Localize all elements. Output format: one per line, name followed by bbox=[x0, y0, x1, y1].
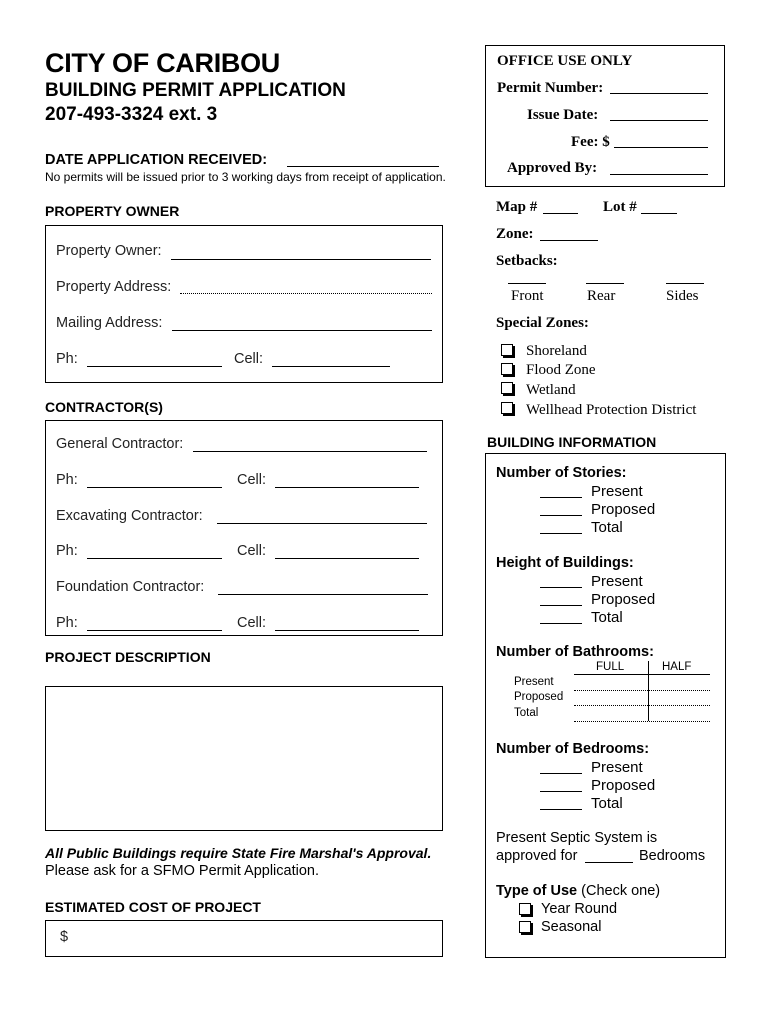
foundation-phone-label: Ph: bbox=[56, 615, 78, 631]
stories-total-label: Total bbox=[591, 519, 623, 536]
office-use-title: OFFICE USE ONLY bbox=[497, 53, 633, 69]
special-zones-label: Special Zones: bbox=[496, 315, 589, 331]
bedrooms-proposed-field[interactable] bbox=[540, 791, 582, 792]
owner-cell-label: Cell: bbox=[234, 351, 264, 367]
bedrooms-heading: Number of Bedrooms: bbox=[496, 741, 650, 757]
foundation-cell-field[interactable] bbox=[275, 630, 419, 631]
property-address-field[interactable] bbox=[180, 293, 432, 294]
shoreland-checkbox[interactable] bbox=[501, 344, 513, 356]
zone-label: Zone: bbox=[496, 226, 534, 242]
bathrooms-half-header: HALF bbox=[662, 661, 692, 673]
dollar-sign: $ bbox=[60, 929, 69, 945]
heights-present-label: Present bbox=[591, 573, 643, 590]
bathrooms-proposed-field[interactable] bbox=[574, 705, 710, 706]
contractors-box bbox=[45, 420, 443, 636]
lot-label: Lot # bbox=[603, 199, 637, 215]
type-of-use-label: Type of Use bbox=[496, 883, 578, 899]
septic-bedrooms-field[interactable] bbox=[585, 862, 633, 863]
seasonal-label: Seasonal bbox=[541, 919, 602, 935]
project-description-heading: PROJECT DESCRIPTION bbox=[45, 649, 211, 665]
wellhead-label: Wellhead Protection District bbox=[526, 402, 697, 418]
bathrooms-full-header: FULL bbox=[596, 661, 625, 673]
permit-number-field[interactable] bbox=[610, 93, 708, 94]
city-title: CITY OF CARIBOU bbox=[45, 48, 281, 78]
heights-total-label: Total bbox=[591, 609, 623, 626]
check-one-label: (Check one) bbox=[581, 883, 661, 899]
foundation-phone-field[interactable] bbox=[87, 630, 222, 631]
sfmo-notice: Please ask for a SFMO Permit Application. bbox=[45, 863, 319, 879]
setback-sides-label: Sides bbox=[666, 288, 699, 304]
bathrooms-present-field[interactable] bbox=[574, 690, 710, 691]
bedrooms-total-label: Total bbox=[591, 795, 623, 812]
septic-bedrooms-label: Bedrooms bbox=[639, 848, 706, 864]
foundation-contractor-label: Foundation Contractor: bbox=[56, 579, 205, 595]
contractors-heading: CONTRACTOR(S) bbox=[45, 399, 163, 415]
bathrooms-present-label: Present bbox=[514, 676, 554, 688]
year-round-label: Year Round bbox=[541, 901, 618, 917]
bathrooms-proposed-label: Proposed bbox=[514, 691, 564, 703]
excavating-contractor-label: Excavating Contractor: bbox=[56, 508, 203, 524]
fee-field[interactable] bbox=[614, 147, 708, 148]
notice-text: No permits will be issued prior to 3 working days from receipt of application. bbox=[45, 170, 446, 184]
mailing-address-field[interactable] bbox=[172, 330, 432, 331]
estimated-cost-field[interactable] bbox=[45, 920, 443, 957]
general-phone-label: Ph: bbox=[56, 472, 78, 488]
bathrooms-header-rule bbox=[574, 674, 710, 675]
type-of-use-heading bbox=[496, 883, 660, 899]
setbacks-label: Setbacks: bbox=[496, 253, 558, 269]
seasonal-checkbox[interactable] bbox=[519, 921, 531, 933]
setback-sides-field[interactable] bbox=[666, 283, 704, 284]
property-owner-label: Property Owner: bbox=[56, 243, 162, 259]
mailing-address-label: Mailing Address: bbox=[56, 315, 163, 331]
property-address-label: Property Address: bbox=[56, 279, 172, 295]
phone-number: 207-493-3324 ext. 3 bbox=[45, 104, 218, 125]
wetland-label: Wetland bbox=[526, 382, 576, 398]
general-cell-field[interactable] bbox=[275, 487, 419, 488]
flood-zone-label: Flood Zone bbox=[526, 362, 596, 378]
map-label: Map # bbox=[496, 199, 538, 215]
flood-zone-checkbox[interactable] bbox=[501, 363, 513, 375]
shoreland-label: Shoreland bbox=[526, 343, 587, 359]
approved-by-field[interactable] bbox=[610, 174, 708, 175]
heights-proposed-label: Proposed bbox=[591, 591, 656, 608]
general-contractor-field[interactable] bbox=[193, 451, 427, 452]
form-title: BUILDING PERMIT APPLICATION bbox=[45, 80, 346, 101]
approved-by-label: Approved By: bbox=[507, 160, 598, 176]
stories-total-field[interactable] bbox=[540, 533, 582, 534]
setback-front-label: Front bbox=[511, 288, 544, 304]
map-field[interactable] bbox=[543, 213, 578, 214]
owner-phone-label: Ph: bbox=[56, 351, 78, 367]
bathrooms-heading: Number of Bathrooms: bbox=[496, 644, 654, 660]
wetland-checkbox[interactable] bbox=[501, 382, 513, 394]
excavating-phone-field[interactable] bbox=[87, 558, 222, 559]
issue-date-field[interactable] bbox=[610, 120, 708, 121]
excavating-phone-label: Ph: bbox=[56, 543, 78, 559]
septic-line-1: Present Septic System is bbox=[496, 830, 658, 846]
excavating-cell-field[interactable] bbox=[275, 558, 419, 559]
heights-total-field[interactable] bbox=[540, 623, 582, 624]
stories-proposed-label: Proposed bbox=[591, 501, 656, 518]
building-info-heading: BUILDING INFORMATION bbox=[487, 434, 657, 450]
excavating-cell-label: Cell: bbox=[237, 543, 267, 559]
bedrooms-total-field[interactable] bbox=[540, 809, 582, 810]
issue-date-label: Issue Date: bbox=[527, 107, 599, 123]
heights-present-field[interactable] bbox=[540, 587, 582, 588]
bedrooms-present-field[interactable] bbox=[540, 773, 582, 774]
septic-approved-label: approved for bbox=[496, 848, 578, 864]
bathrooms-divider bbox=[648, 661, 649, 721]
foundation-contractor-field[interactable] bbox=[218, 594, 428, 595]
setback-rear-field[interactable] bbox=[586, 283, 624, 284]
permit-number-label: Permit Number: bbox=[497, 80, 604, 96]
setback-rear-label: Rear bbox=[587, 288, 616, 304]
project-description-field[interactable] bbox=[45, 686, 443, 831]
stories-present-field[interactable] bbox=[540, 497, 582, 498]
date-received-field[interactable] bbox=[287, 166, 439, 167]
bathrooms-total-label: Total bbox=[514, 707, 539, 719]
date-received-label: DATE APPLICATION RECEIVED: bbox=[45, 152, 268, 168]
general-phone-field[interactable] bbox=[87, 487, 222, 488]
bathrooms-total-field[interactable] bbox=[574, 721, 710, 722]
excavating-contractor-field[interactable] bbox=[217, 523, 427, 524]
estimated-cost-heading: ESTIMATED COST OF PROJECT bbox=[45, 899, 261, 915]
foundation-cell-label: Cell: bbox=[237, 615, 267, 631]
stories-proposed-field[interactable] bbox=[540, 515, 582, 516]
year-round-checkbox[interactable] bbox=[519, 903, 531, 915]
stories-heading: Number of Stories: bbox=[496, 465, 627, 481]
general-cell-label: Cell: bbox=[237, 472, 267, 488]
general-contractor-label: General Contractor: bbox=[56, 436, 184, 452]
setback-front-field[interactable] bbox=[508, 283, 546, 284]
zone-field[interactable] bbox=[540, 240, 598, 241]
heights-heading: Height of Buildings: bbox=[496, 555, 634, 571]
fee-label: Fee: $ bbox=[571, 134, 610, 150]
property-owner-heading: PROPERTY OWNER bbox=[45, 203, 180, 219]
fire-marshal-notice: All Public Buildings require State Fire Marshal's Approval. bbox=[45, 845, 432, 861]
stories-present-label: Present bbox=[591, 483, 643, 500]
bedrooms-present-label: Present bbox=[591, 759, 643, 776]
heights-proposed-field[interactable] bbox=[540, 605, 582, 606]
owner-cell-field[interactable] bbox=[272, 366, 390, 367]
lot-field[interactable] bbox=[641, 213, 677, 214]
wellhead-checkbox[interactable] bbox=[501, 402, 513, 414]
bedrooms-proposed-label: Proposed bbox=[591, 777, 656, 794]
property-owner-field[interactable] bbox=[171, 259, 431, 260]
owner-phone-field[interactable] bbox=[87, 366, 222, 367]
